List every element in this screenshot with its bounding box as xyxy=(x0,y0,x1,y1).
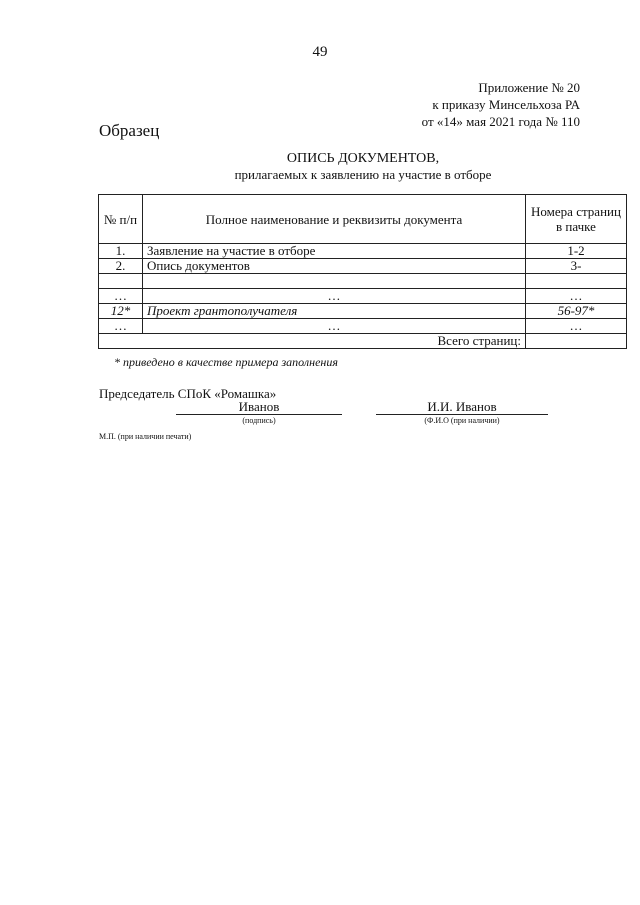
footnote: * приведено в качестве примера заполнения xyxy=(114,355,338,369)
fio-caption: (Ф.И.О (при наличии) xyxy=(424,416,500,425)
fio-line xyxy=(376,414,548,415)
document-title: ОПИСЬ ДОКУМЕНТОВ, xyxy=(286,151,440,166)
table-total-row xyxy=(99,334,627,349)
fio-text: И.И. Иванов xyxy=(427,399,497,414)
chair-title: Председатель СПоК «Ромашка» xyxy=(99,386,277,401)
document-subtitle: прилагаемых к заявлению на участие в отборе xyxy=(234,167,492,182)
row-number: … xyxy=(99,289,143,304)
row-number: 2. xyxy=(99,259,143,274)
header-number: № п/п xyxy=(99,195,143,244)
table-row xyxy=(99,289,627,304)
documents-table xyxy=(98,194,627,349)
row-document-name: Заявление на участие в отборе xyxy=(143,244,526,259)
table-row xyxy=(99,259,627,274)
signature-caption: (подпись) xyxy=(242,416,276,425)
row-pages: … xyxy=(526,319,627,334)
table-row xyxy=(99,304,627,319)
row-pages: 3- xyxy=(526,259,627,274)
row-number: … xyxy=(99,319,143,334)
row-document-name: Проект грантополучателя xyxy=(143,304,526,319)
table-row xyxy=(99,319,627,334)
signature-line xyxy=(176,414,342,415)
row-document-name: … xyxy=(143,319,526,334)
table-row xyxy=(99,244,627,259)
row-number: 12* xyxy=(99,304,143,319)
row-number xyxy=(99,274,143,289)
appendix-line-2: к приказу Минсельхоза РА xyxy=(432,97,580,112)
appendix-reference xyxy=(422,79,580,130)
row-pages: 1-2 xyxy=(526,244,627,259)
stamp-note: М.П. (при наличии печати) xyxy=(99,432,192,441)
row-pages: 56-97* xyxy=(526,304,627,319)
table-row xyxy=(99,274,627,289)
header-page-numbers: Номера страниц в пачке xyxy=(526,195,627,244)
row-document-name xyxy=(143,274,526,289)
total-pages-label: Всего страниц: xyxy=(99,334,526,349)
appendix-line-3: от «14» мая 2021 года № 110 xyxy=(421,114,580,129)
total-pages-value xyxy=(526,334,627,349)
page-number: 49 xyxy=(312,44,328,60)
sample-label: Образец xyxy=(99,121,160,140)
signature-text: Иванов xyxy=(238,399,280,414)
row-pages: … xyxy=(526,289,627,304)
row-document-name: Опись документов xyxy=(143,259,526,274)
header-document-name: Полное наименование и реквизиты документа xyxy=(143,195,526,244)
table-header-row xyxy=(99,195,627,244)
row-document-name: … xyxy=(143,289,526,304)
row-pages xyxy=(526,274,627,289)
appendix-line-1: Приложение № 20 xyxy=(478,80,580,95)
row-number: 1. xyxy=(99,244,143,259)
